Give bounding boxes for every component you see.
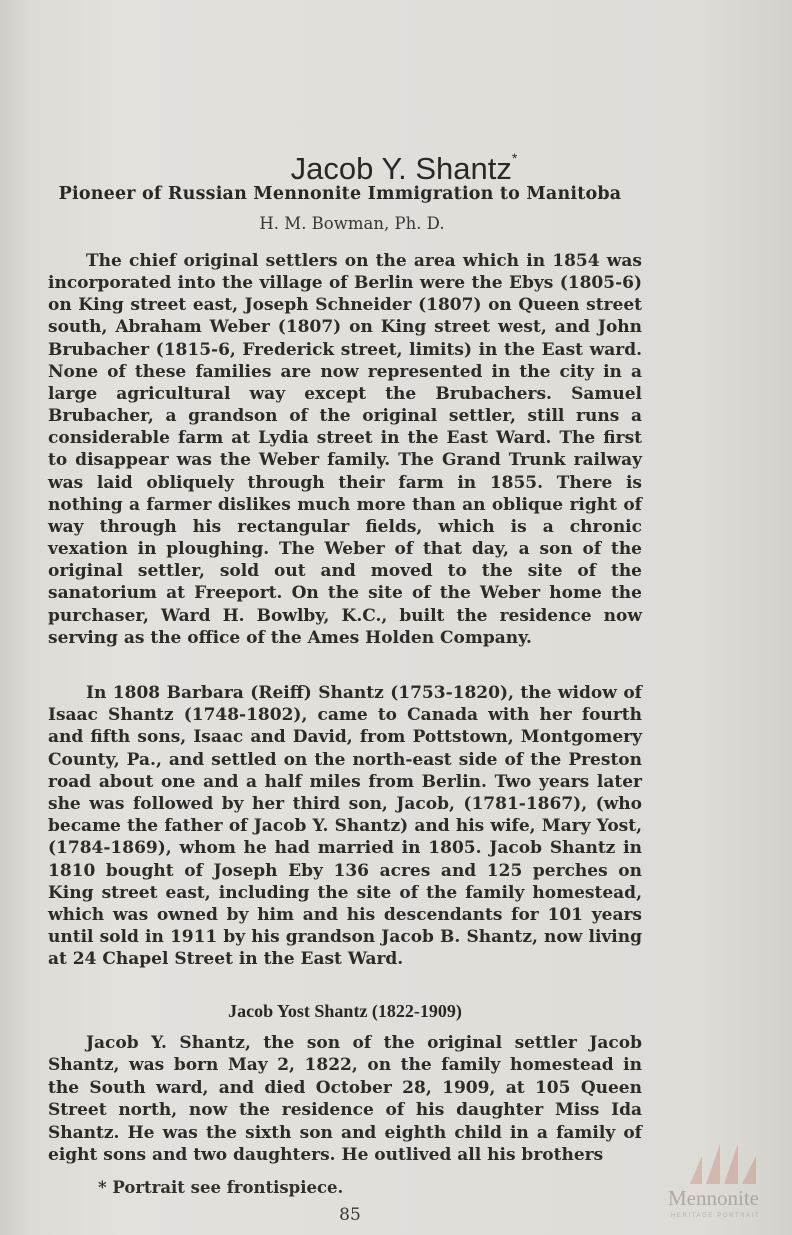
body-paragraph-3: Jacob Y. Shantz, the son of the original settler Jacob Shantz, was born May 2, 1822, on the family homestead in the South ward, and died October 28, 1909, at 105 Queen Street north, now the residence of his daughter Miss Ida Shantz. He was the sixth son and eighth child in a family of eight sons and two daughters. He outlived all his brothers bbox=[48, 1033, 642, 1166]
title-text: Jacob Y. Shantz bbox=[290, 151, 512, 186]
body-paragraph-1: The chief original settlers on the area which in 1854 was incorporated into the village of Berlin were the Ebys (1805-6) on King street east, Joseph Schneider (1807) on Queen street south, Abraham Weber (1807) on King street west, and John Brubacher (1815-6, Frederick street, limits) in the East ward. None of these families are now represented in the city in a large agricultural way except the Brubachers. Samuel Brubacher, a grandson of the original settler, still runs a considerable farm at Lydia street in the East Ward. The first to disappear was the Weber family. The Grand Trunk railway was laid obliquely through their farm in 1855. There is nothing a farmer dislikes much more than an oblique right of way through his rectangular fields, which is a chronic vexation in ploughing. The Weber of that day, a son of the original settler, sold out and moved to the site of the sanatorium at Freeport. On the site of the Weber home the purchaser, Ward H. Bowlby, K.C., built the residence now serving as the office of the Ames Holden Company. bbox=[48, 251, 642, 648]
title-footnote-marker: * bbox=[511, 150, 518, 166]
watermark-tagline: HERITAGE PORTRAIT bbox=[671, 1213, 761, 1219]
article-title bbox=[0, 150, 792, 187]
body-paragraph-2: In 1808 Barbara (Reiff) Shantz (1753-1820), the widow of Isaac Shantz (1748-1802), came to Canada with her fourth and fifth sons, Isaac and David, from Pottstown, Montgomery County, Pa., and settled on the north-east side of the Preston road about one and a half miles from Berlin. Two years later she was followed by her third son, Jacob, (1781-1867), (who became the father of Jacob Y. Shantz) and his wife, Mary Yost, (1784-1869), whom he had married in 1805. Jacob Shantz in 1810 bought of Joseph Eby 136 acres and 125 perches on King street east, including the site of the family homestead, which was owned by him and his descendants for 101 years until sold in 1911 by his grandson Jacob B. Shantz, now living at 24 Chapel Street in the East Ward. bbox=[48, 683, 642, 970]
section-heading: Jacob Yost Shantz (1822-1909) bbox=[228, 1001, 462, 1021]
article-subtitle: Pioneer of Russian Mennonite Immigration to Manitoba bbox=[58, 184, 622, 204]
author-byline: H. M. Bowman, Ph. D. bbox=[259, 214, 445, 233]
watermark-name: Mennonite bbox=[668, 1186, 759, 1210]
page-number: 85 bbox=[339, 1205, 361, 1225]
footnote: * Portrait see frontispiece. bbox=[98, 1178, 344, 1197]
